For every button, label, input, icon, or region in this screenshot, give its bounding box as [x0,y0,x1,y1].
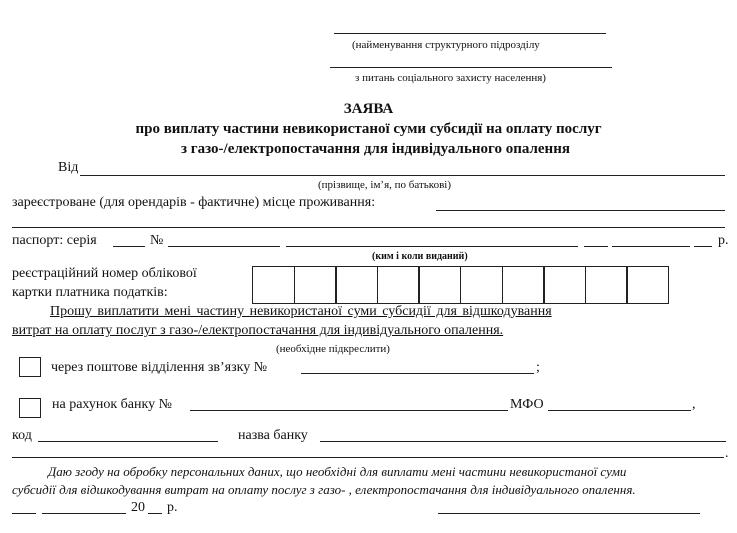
tax-card-digit-cell[interactable] [335,266,378,304]
bank-account-checkbox[interactable] [19,398,41,418]
passport-number-label: № [150,233,164,248]
request-line-2 [12,323,503,339]
underline-caption: (необхідне підкреслити) [276,343,390,355]
bank-account-number-line[interactable] [190,410,508,411]
passport-number-line[interactable] [168,246,280,247]
applicant-name-caption: (прізвище, ім’я, по батькові) [318,179,451,191]
bank-name-line-2[interactable] [12,457,724,458]
request-line-2-text: витрат на оплату послуг з газо-/електропостачання для індивідуального опалення. [12,323,504,338]
from-label: Від [58,160,79,175]
page-subtitle-2: з газо-/електропостачання для індивідуального опалення [181,141,570,157]
post-office-label: через поштове відділення зв’язку № [51,360,268,375]
bank-name-label: назва банку [238,428,308,443]
passport-year-suffix: р. [718,233,729,248]
tax-card-label-1: реєстраційний номер облікової [12,266,197,281]
passport-issue-year-line[interactable] [694,246,712,247]
bank-end: , [692,397,696,412]
tax-card-digit-cell[interactable] [418,266,461,304]
final-period: . [725,446,729,461]
mfo-label: МФО [510,397,544,412]
passport-issued-caption: (ким і коли виданий) [372,251,468,262]
tax-card-digit-cell[interactable] [294,266,337,304]
page-title: ЗАЯВА [343,101,394,117]
passport-issue-month-line[interactable] [612,246,690,247]
date-year-prefix: 20 [131,500,145,515]
tax-card-digit-cell[interactable] [460,266,503,304]
tax-card-label-2: картки платника податків: [12,285,168,300]
tax-card-digit-cell[interactable] [543,266,586,304]
unit-name-caption: (найменування структурного підрозділу [352,39,540,51]
code-label: код [12,428,32,443]
date-month-line[interactable] [42,513,126,514]
residence-line-1[interactable] [436,210,725,211]
residence-line-2[interactable] [12,227,725,228]
page-subtitle-1: про виплату частини невикористаної суми субсидії на оплату послуг [135,121,602,137]
tax-card-digit-cell[interactable] [502,266,545,304]
bank-name-line[interactable] [320,441,726,442]
passport-issue-day-line[interactable] [584,246,608,247]
date-year-suffix: р. [167,500,178,515]
applicant-name-line[interactable] [80,175,725,176]
unit-name-line[interactable] [334,33,606,34]
date-day-line[interactable] [12,513,36,514]
signature-line[interactable] [438,513,700,514]
post-office-checkbox[interactable] [19,357,41,377]
tax-card-digit-cell[interactable] [377,266,420,304]
unit-scope-caption: з питань соціального захисту населення) [355,72,546,84]
passport-issuer-line[interactable] [286,246,578,247]
consent-line-2: субсидії для відшкодування витрат на оплату послуг з газо- , електропостачання для індивідуального опалення. [12,482,636,497]
bank-account-label: на рахунок банку № [52,397,172,412]
tax-card-digit-cell[interactable] [626,266,669,304]
unit-scope-line[interactable] [330,67,612,68]
date-year-line[interactable] [148,513,162,514]
passport-series-label: паспорт: серія [12,233,97,248]
mfo-line[interactable] [548,410,691,411]
passport-series-line[interactable] [113,246,145,247]
code-line[interactable] [38,441,218,442]
residence-label: зареєстроване (для орендарів - фактичне) місце проживання: [12,195,376,210]
request-line-1 [50,304,552,320]
consent-line-1: Даю згоду на обробку персональних даних, що необхідні для виплати мені частини невикористаної суми [48,464,627,479]
tax-card-digit-cell[interactable] [585,266,628,304]
request-line-1-text: Прошу виплатити мені частину невикористаної суми субсидії для відшкодування [50,304,552,319]
post-office-number-line[interactable] [301,373,534,374]
tax-card-digit-cell[interactable] [252,266,295,304]
post-office-end: ; [536,360,540,375]
